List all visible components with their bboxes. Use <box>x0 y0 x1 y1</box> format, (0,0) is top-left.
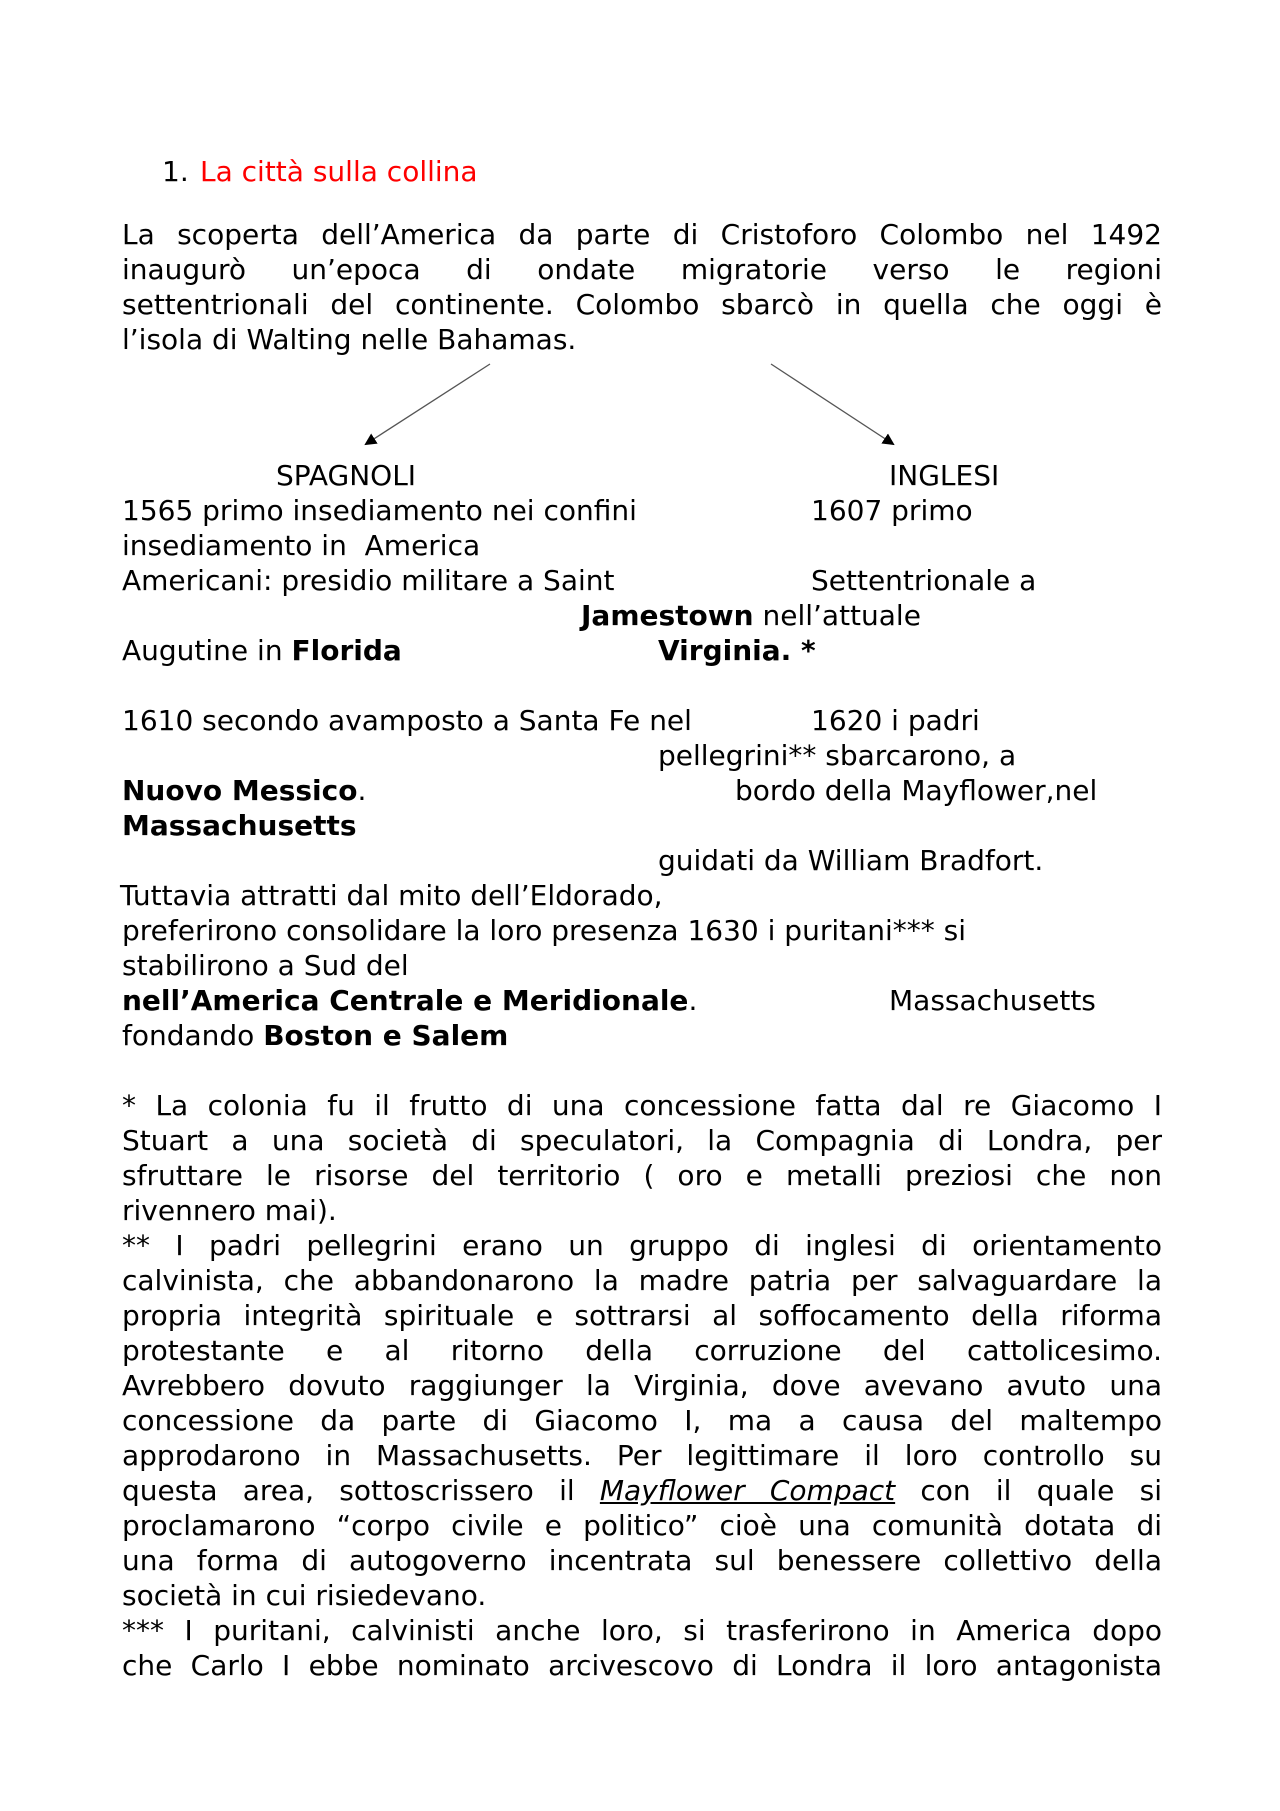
body-line <box>122 773 366 808</box>
body-line <box>122 633 402 668</box>
note-2-line: proclamarono “corpo civile e politico” cioè una comunità dotata di <box>122 1509 1162 1542</box>
note-1-line: Stuart a una società di speculatori, la Compagnia di Londra, per <box>122 1124 1162 1157</box>
body-text: con il quale si <box>895 1474 1163 1507</box>
body-line <box>122 983 697 1018</box>
body-line: pellegrini** sbarcarono, a <box>658 739 1017 772</box>
body-text: . <box>357 774 367 807</box>
body-line: insediamento in America <box>122 529 481 562</box>
mayflower-compact-link[interactable]: Mayflower Compact <box>599 1474 896 1507</box>
note-2-line: una forma di autogoverno incentrata sul benessere collettivo della <box>122 1544 1162 1577</box>
body-line: 1620 i padri <box>811 704 980 737</box>
body-line: Massachusetts <box>889 984 1096 1017</box>
heading-number: 1. <box>162 155 189 188</box>
body-line: Tuttavia attratti dal mito dell’Eldorado, <box>120 879 663 912</box>
note-2-line: calvinista, che abbandonarono la madre patria per salvaguardare la <box>122 1264 1162 1297</box>
body-text: Augutine in <box>122 634 292 667</box>
note-2-line: concessione da parte di Giacomo I, ma a causa del maltempo <box>122 1404 1162 1437</box>
note-2-line: protestante e al ritorno della corruzione del cattolicesimo. <box>122 1334 1162 1367</box>
arrow-right <box>771 364 893 444</box>
body-text: nell’attuale <box>753 599 921 632</box>
intro-line-1: La scoperta dell’America da parte di Cristoforo Colombo nel 1492 <box>122 218 1162 251</box>
body-line <box>581 598 921 633</box>
arrow-left <box>366 364 490 444</box>
note-3-line: *** I puritani, calvinisti anche loro, si trasferirono in America dopo <box>122 1614 1162 1647</box>
note-2-line: propria integrità spirituale e sottrarsi al soffocamento della riforma <box>122 1299 1162 1332</box>
place-florida: Florida <box>291 634 402 667</box>
place-america-centrale: nell’America Centrale e Meridionale <box>122 984 689 1017</box>
body-line: bordo della Mayflower,nel <box>735 774 1098 807</box>
body-line: 1565 primo insediamento nei confini <box>122 494 637 527</box>
place-boston-salem: Boston e Salem <box>263 1019 509 1052</box>
body-text: . <box>688 984 698 1017</box>
column-header-spagnoli: SPAGNOLI <box>276 459 417 492</box>
body-text: questa area, sottoscrissero il <box>122 1474 600 1507</box>
note-1-line: * La colonia fu il frutto di una concessione fatta dal re Giacomo I <box>122 1089 1162 1122</box>
note-2-line <box>122 1473 1162 1508</box>
place-jamestown: Jamestown <box>581 599 754 632</box>
body-line: 1610 secondo avamposto a Santa Fe nel <box>122 704 692 737</box>
intro-line-2: inaugurò un’epoca di ondate migratorie verso le regioni <box>122 253 1162 286</box>
place-massachusetts: Massachusetts <box>122 809 357 842</box>
note-3-line: che Carlo I ebbe nominato arcivescovo di Londra il loro antagonista <box>122 1649 1162 1682</box>
body-line: Americani: presidio militare a Saint <box>122 564 615 597</box>
body-line <box>122 1018 508 1053</box>
note-1-line: rivennero mai). <box>122 1194 337 1227</box>
body-text: fondando <box>122 1019 264 1052</box>
note-1-line: sfruttare le risorse del territorio ( oro e metalli preziosi che non <box>122 1159 1162 1192</box>
branch-arrows <box>0 0 1280 460</box>
body-line: Settentrionale a <box>811 564 1037 597</box>
note-2-line: approdarono in Massachusetts. Per legittimare il loro controllo su <box>122 1439 1162 1472</box>
place-virginia: Virginia. * <box>658 634 816 667</box>
note-2-line: società in cui risiedevano. <box>122 1579 487 1612</box>
body-line: preferirono consolidare la loro presenza 1630 i puritani*** si <box>122 914 967 947</box>
note-2-line: ** I padri pellegrini erano un gruppo di inglesi di orientamento <box>122 1229 1162 1262</box>
body-line: 1607 primo <box>811 494 973 527</box>
column-header-inglesi: INGLESI <box>889 459 1000 492</box>
place-nuovo-messico: Nuovo Messico <box>122 774 358 807</box>
body-line: stabilirono a Sud del <box>122 949 409 982</box>
note-2-line: Avrebbero dovuto raggiunger la Virginia, dove avevano avuto una <box>122 1369 1162 1402</box>
heading-title: La città sulla collina <box>200 155 478 188</box>
intro-line-4: l’isola di Walting nelle Bahamas. <box>122 323 577 356</box>
body-line: guidati da William Bradfort. <box>658 844 1044 877</box>
intro-line-3: settentrionali del continente. Colombo sbarcò in quella che oggi è <box>122 288 1162 321</box>
